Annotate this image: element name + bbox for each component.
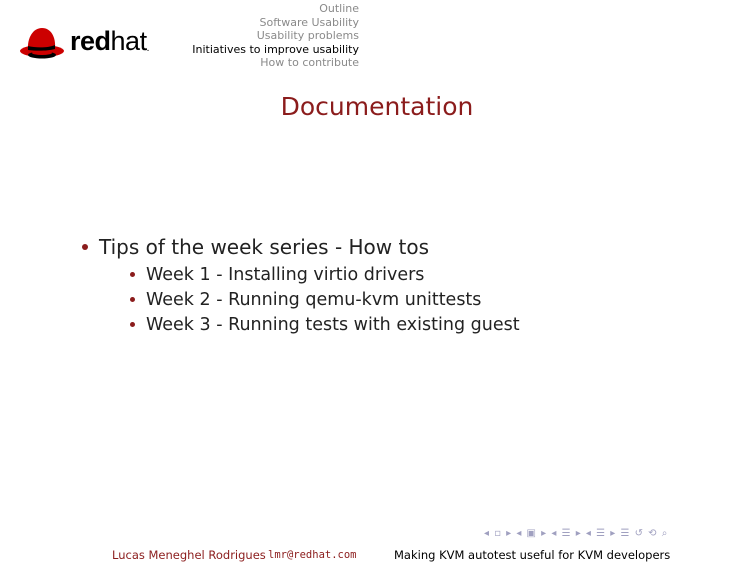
sub-bullet-text: Week 1 - Installing virtio drivers	[146, 264, 425, 285]
outline-item-initiatives[interactable]: Initiatives to improve usability	[192, 42, 359, 56]
redhat-logo	[18, 22, 149, 60]
section-outline	[192, 2, 359, 70]
outline-item-software-usability[interactable]: Software Usability	[259, 15, 359, 29]
bullet-marker	[130, 297, 135, 302]
sub-bullet-item	[130, 287, 520, 312]
sub-bullet-item	[130, 262, 520, 287]
bullet-marker	[130, 272, 135, 277]
sub-bullet-text: Week 2 - Running qemu-kvm unittests	[146, 289, 482, 310]
outline-item-how-to-contribute[interactable]: How to contribute	[260, 56, 359, 69]
bullet-marker	[130, 322, 135, 327]
slide-content	[82, 232, 520, 337]
redhat-wordmark: redhat.	[70, 25, 149, 56]
slide-title: Documentation	[280, 92, 474, 121]
sub-bullet-text: Week 3 - Running tests with existing guest	[146, 314, 520, 335]
bullet-marker	[82, 244, 88, 250]
bullet-item	[82, 232, 520, 262]
beamer-navigation-controls[interactable]: ◂ ▫ ▸ ◂ ▣ ▸ ◂ ☰ ▸ ◂ ☰ ▸ ☰ ↺ ⟲ ⌕	[484, 528, 669, 539]
footer-author: Lucas Meneghel Rodrigues	[112, 548, 266, 562]
outline-item-outline[interactable]: Outline	[319, 2, 359, 15]
bullet-text: Tips of the week series - How tos	[99, 235, 429, 259]
sub-bullet-item	[130, 312, 520, 337]
outline-item-usability-problems[interactable]: Usability problems	[256, 29, 359, 42]
sub-bullet-list	[130, 262, 520, 337]
footer-email: lmr@redhat.com	[268, 549, 357, 561]
shadowman-hat-icon	[18, 22, 66, 60]
footer-talk-title: Making KVM autotest useful for KVM developers	[394, 548, 671, 562]
